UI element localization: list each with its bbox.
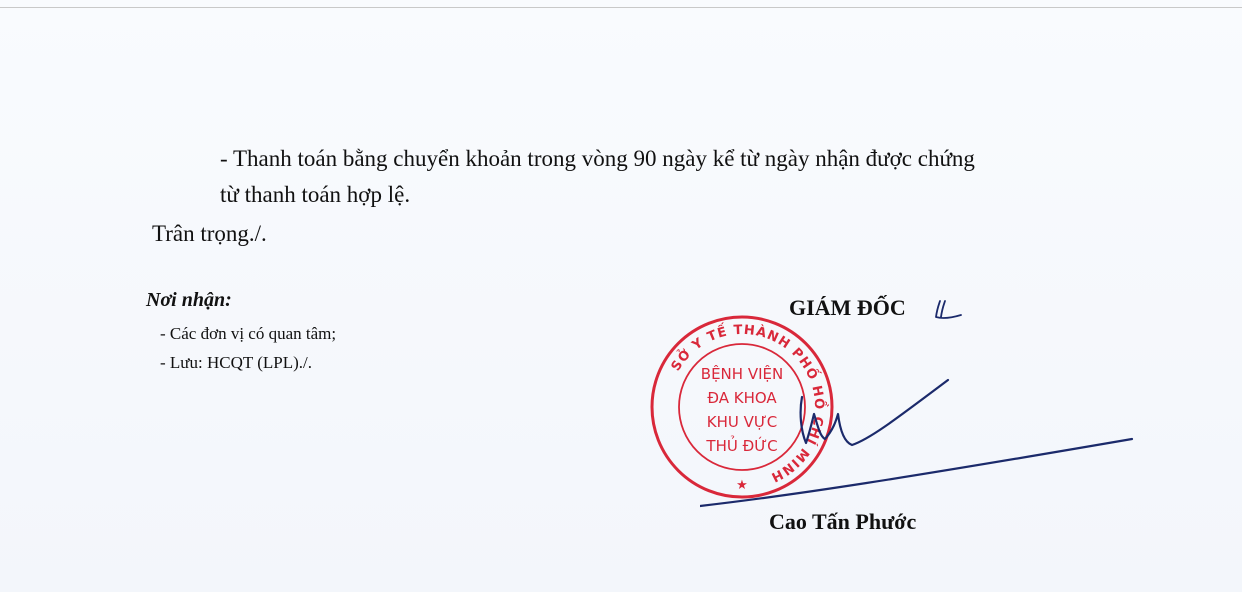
seal-inner-line: BỆNH VIỆN [700, 365, 784, 383]
closing-text: Trân trọng./. [152, 221, 267, 246]
director-title: GIÁM ĐỐC [789, 295, 906, 320]
initial-mark [933, 299, 963, 321]
payment-line-1: - Thanh toán bằng chuyển khoản trong vòng 90 ngày kể từ ngày nhận được chứng [220, 146, 975, 171]
seal-inner-line: KHU VỰC [706, 413, 778, 431]
director-name: Cao Tấn Phước [769, 509, 917, 534]
seal-outer-text: SỞ Y TẾ THÀNH PHỐ HỒ CHÍ MINH [668, 322, 827, 485]
recipient-item: - Các đơn vị có quan tâm; [160, 324, 337, 343]
seal-inner-line: ĐA KHOA [707, 389, 777, 407]
payment-line-2: từ thanh toán hợp lệ. [220, 182, 411, 207]
recipient-item: - Lưu: HCQT (LPL)./. [160, 353, 312, 372]
star-icon: ★ [736, 478, 748, 493]
recipients-title: Nơi nhận: [146, 289, 232, 311]
official-seal [648, 313, 836, 501]
seal-inner-line: THỦ ĐỨC [706, 437, 778, 455]
top-rule [0, 7, 1242, 8]
